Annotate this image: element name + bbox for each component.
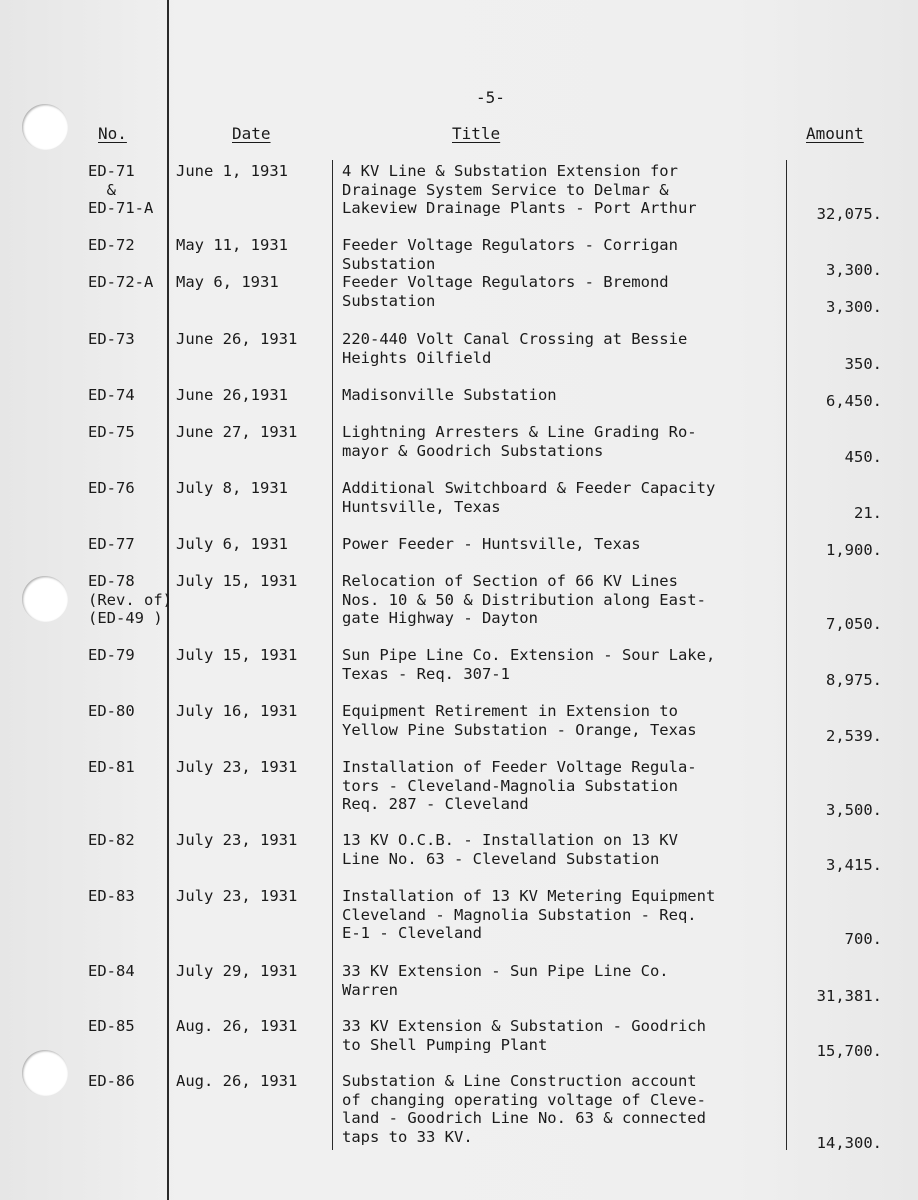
entry-title: 220-440 Volt Canal Crossing at Bessie (342, 330, 688, 348)
header-date: Date (232, 124, 271, 143)
entry-title: E-1 - Cleveland (342, 924, 482, 942)
entry-title: Cleveland - Magnolia Substation - Req. (342, 905, 697, 924)
entry-title: Req. 287 - Cleveland (342, 795, 529, 813)
entry-amount: 8,975. (826, 670, 882, 689)
entry-date: Aug. 26, 1931 (176, 1017, 298, 1035)
column-divider-date (167, 160, 168, 1150)
entry-date: May 11, 1931 (176, 236, 288, 254)
header-title: Title (452, 124, 501, 143)
entry-date: June 27, 1931 (176, 423, 298, 441)
entry-amount: 3,300. (826, 260, 882, 279)
entry-number: ED-72 (88, 236, 135, 254)
header-amount: Amount (806, 124, 864, 143)
entry-number: ED-76 (88, 479, 135, 497)
entry-date: June 1, 1931 (176, 162, 288, 180)
entry-title: Substation (342, 254, 436, 273)
entry-date: July 23, 1931 (176, 831, 298, 849)
entry-amount: 31,381. (816, 986, 882, 1005)
entry-title: 33 KV Extension - Sun Pipe Line Co. (342, 962, 669, 980)
entry-amount: 14,300. (816, 1133, 882, 1152)
entry-amount: 21. (854, 503, 882, 522)
page-number: -5- (476, 88, 505, 107)
entry-date: July 16, 1931 (176, 702, 298, 720)
entry-date: Aug. 26, 1931 (176, 1072, 298, 1090)
entry-title: to Shell Pumping Plant (342, 1035, 548, 1054)
entry-amount: 6,450. (826, 392, 882, 410)
entry-amount: 7,050. (826, 615, 882, 633)
entry-number: ED-86 (88, 1072, 135, 1090)
entry-date: July 6, 1931 (176, 535, 288, 553)
entry-number: ED-73 (88, 330, 135, 348)
entry-number: ED-81 (88, 758, 135, 776)
entry-title: Nos. 10 & 50 & Distribution along East- (342, 590, 706, 609)
entry-title: Warren (342, 980, 398, 999)
entry-number: ED-71 (88, 162, 135, 180)
entry-title: Yellow Pine Substation - Orange, Texas (342, 720, 697, 739)
entry-title: Substation & Line Construction account (342, 1072, 697, 1090)
entry-amount: 3,415. (826, 855, 882, 874)
entry-title: Lightning Arresters & Line Grading Ro- (342, 423, 697, 441)
entry-title: gate Highway - Dayton (342, 609, 538, 627)
entry-number: ED-84 (88, 962, 135, 980)
entry-title: Installation of Feeder Voltage Regula- (342, 758, 697, 776)
entry-date: July 23, 1931 (176, 887, 298, 905)
entry-number: ED-77 (88, 535, 135, 553)
entry-date: July 15, 1931 (176, 572, 298, 590)
entry-amount: 700. (844, 930, 882, 948)
entry-date: July 15, 1931 (176, 646, 298, 664)
entry-title: Substation (342, 291, 436, 310)
entry-amount: 3,300. (826, 297, 882, 316)
entry-title: 13 KV O.C.B. - Installation on 13 KV (342, 831, 678, 849)
entry-title: Power Feeder - Huntsville, Texas (342, 535, 641, 553)
entry-title: Feeder Voltage Regulators - Bremond (342, 273, 669, 291)
entry-title: Huntsville, Texas (342, 497, 501, 516)
entry-title: tors - Cleveland-Magnolia Substation (342, 776, 678, 795)
entry-title: Heights Oilfield (342, 348, 492, 367)
entry-number: ED-72-A (88, 273, 154, 291)
entry-title: Equipment Retirement in Extension to (342, 702, 678, 720)
entry-amount: 1,900. (826, 541, 882, 559)
entry-amount: 350. (844, 354, 882, 373)
entry-title: 4 KV Line & Substation Extension for (342, 162, 678, 180)
binder-hole-bottom (22, 1050, 68, 1096)
entry-date: July 29, 1931 (176, 962, 298, 980)
entry-number: & (88, 180, 116, 199)
entry-date: June 26,1931 (176, 386, 288, 404)
entry-title: Additional Switchboard & Feeder Capacity (342, 479, 716, 497)
entry-title: Texas - Req. 307-1 (342, 664, 510, 683)
entry-number: (ED-49 ) (88, 609, 163, 627)
binder-hole-top (22, 104, 68, 150)
entry-title: Madisonville Substation (342, 386, 557, 404)
entry-amount: 32,075. (816, 205, 882, 223)
entry-title: Feeder Voltage Regulators - Corrigan (342, 236, 678, 254)
binder-hole-middle (22, 576, 68, 622)
entry-title: Installation of 13 KV Metering Equipment (342, 887, 716, 905)
entry-title: Line No. 63 - Cleveland Substation (342, 849, 660, 868)
entry-number: ED-74 (88, 386, 135, 404)
entry-amount: 450. (844, 447, 882, 466)
entry-number: ED-71-A (88, 199, 154, 217)
entry-title: Relocation of Section of 66 KV Lines (342, 572, 678, 590)
header-no: No. (98, 124, 127, 143)
entry-amount: 2,539. (826, 726, 882, 745)
entry-number: (Rev. of) (88, 590, 172, 609)
entry-number: ED-85 (88, 1017, 135, 1035)
entry-number: ED-79 (88, 646, 135, 664)
entry-title: land - Goodrich Line No. 63 & connected (342, 1109, 706, 1127)
entry-title: 33 KV Extension & Substation - Goodrich (342, 1017, 706, 1035)
entry-number: ED-82 (88, 831, 135, 849)
entry-date: June 26, 1931 (176, 330, 298, 348)
entry-title: Drainage System Service to Delmar & (342, 180, 669, 199)
entry-title: mayor & Goodrich Substations (342, 441, 604, 460)
entry-amount: 15,700. (816, 1041, 882, 1060)
entry-date: July 23, 1931 (176, 758, 298, 776)
entry-title: taps to 33 KV. (342, 1127, 473, 1146)
entry-date: May 6, 1931 (176, 273, 279, 291)
entry-title: of changing operating voltage of Cleve- (342, 1090, 706, 1109)
entry-number: ED-83 (88, 887, 135, 905)
entry-title: Sun Pipe Line Co. Extension - Sour Lake, (342, 646, 716, 664)
entry-number: ED-78 (88, 572, 135, 590)
entry-title: Lakeview Drainage Plants - Port Arthur (342, 199, 697, 217)
entry-amount: 3,500. (826, 801, 882, 819)
column-divider-title (332, 160, 333, 1150)
entry-number: ED-75 (88, 423, 135, 441)
entry-date: July 8, 1931 (176, 479, 288, 497)
entry-number: ED-80 (88, 702, 135, 720)
